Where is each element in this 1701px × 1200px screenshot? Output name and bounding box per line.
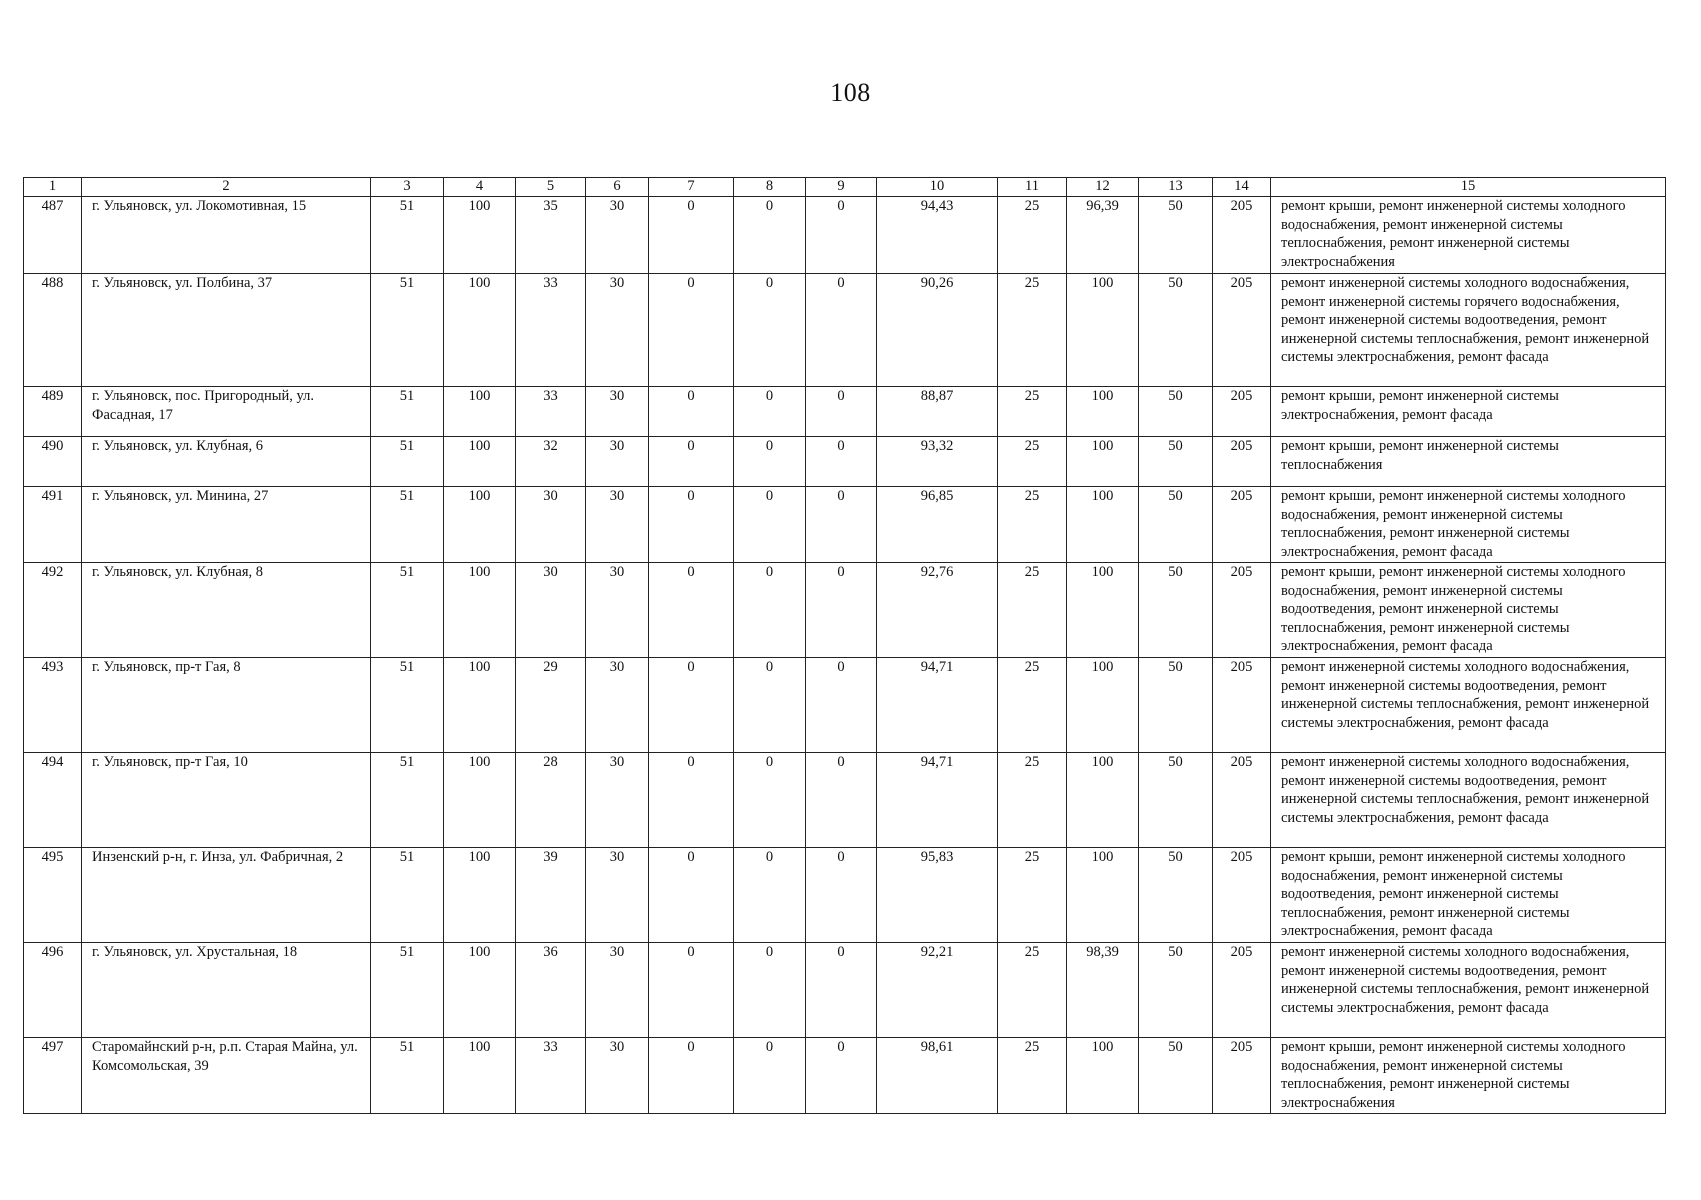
address-cell: г. Ульяновск, ул. Клубная, 6 [82,437,371,487]
cell-col-6: 30 [586,1038,649,1114]
row-number-cell: 493 [24,658,82,753]
repair-works-cell: ремонт крыши, ремонт инженерной системы холодного водоснабжения, ремонт инженерной системы водоотведения, ремонт инженерной системы теплоснабжения, ремонт инженерной системы электроснабжения, ремонт фасада [1271,563,1666,658]
cell-col-13: 50 [1139,437,1213,487]
cell-col-12: 100 [1067,753,1139,848]
repair-works-cell: ремонт крыши, ремонт инженерной системы холодного водоснабжения, ремонт инженерной системы теплоснабжения, ремонт инженерной системы электроснабжения [1271,197,1666,274]
cell-col-4: 100 [444,848,516,943]
table-row [24,487,1666,563]
cell-col-13: 50 [1139,274,1213,387]
cell-col-3: 51 [371,274,444,387]
cell-col-11: 25 [998,753,1067,848]
column-header-8: 8 [734,178,806,197]
cell-col-9: 0 [806,753,877,848]
cell-col-7: 0 [649,197,734,274]
cell-col-4: 100 [444,274,516,387]
cell-col-14: 205 [1213,943,1271,1038]
cell-col-8: 0 [734,1038,806,1114]
cell-col-5: 33 [516,387,586,437]
repair-works-cell: ремонт крыши, ремонт инженерной системы теплоснабжения [1271,437,1666,487]
column-header-5: 5 [516,178,586,197]
column-header-11: 11 [998,178,1067,197]
cell-col-12: 100 [1067,658,1139,753]
row-number-cell: 495 [24,848,82,943]
repair-works-cell: ремонт инженерной системы холодного водоснабжения, ремонт инженерной системы водоотведения, ремонт инженерной системы теплоснабжения, ремонт инженерной системы электроснабжения, ремонт фасада [1271,658,1666,753]
cell-col-13: 50 [1139,197,1213,274]
column-header-2: 2 [82,178,371,197]
cell-col-14: 205 [1213,753,1271,848]
cell-col-14: 205 [1213,1038,1271,1114]
cell-col-14: 205 [1213,487,1271,563]
cell-col-3: 51 [371,658,444,753]
table-row [24,848,1666,943]
column-header-15: 15 [1271,178,1666,197]
cell-col-12: 100 [1067,1038,1139,1114]
cell-col-9: 0 [806,437,877,487]
table-row [24,274,1666,387]
cell-col-8: 0 [734,658,806,753]
cell-col-8: 0 [734,487,806,563]
column-header-13: 13 [1139,178,1213,197]
cell-col-12: 100 [1067,387,1139,437]
column-header-1: 1 [24,178,82,197]
cell-col-9: 0 [806,1038,877,1114]
table-row [24,387,1666,437]
cell-col-4: 100 [444,197,516,274]
cell-col-13: 50 [1139,848,1213,943]
cell-col-4: 100 [444,387,516,437]
cell-col-13: 50 [1139,753,1213,848]
cell-col-14: 205 [1213,658,1271,753]
address-cell: г. Ульяновск, пр-т Гая, 8 [82,658,371,753]
table-row [24,563,1666,658]
cell-col-10: 94,71 [877,753,998,848]
cell-col-10: 93,32 [877,437,998,487]
cell-col-10: 92,21 [877,943,998,1038]
cell-col-10: 96,85 [877,487,998,563]
address-cell: г. Ульяновск, пр-т Гая, 10 [82,753,371,848]
row-number-cell: 492 [24,563,82,658]
cell-col-12: 100 [1067,848,1139,943]
repair-works-cell: ремонт крыши, ремонт инженерной системы холодного водоснабжения, ремонт инженерной системы водоотведения, ремонт инженерной системы теплоснабжения, ремонт инженерной системы электроснабжения, ремонт фасада [1271,848,1666,943]
cell-col-4: 100 [444,487,516,563]
cell-col-13: 50 [1139,387,1213,437]
column-header-10: 10 [877,178,998,197]
cell-col-12: 96,39 [1067,197,1139,274]
repair-works-cell: ремонт крыши, ремонт инженерной системы холодного водоснабжения, ремонт инженерной системы теплоснабжения, ремонт инженерной системы электроснабжения, ремонт фасада [1271,487,1666,563]
cell-col-9: 0 [806,487,877,563]
repair-works-cell: ремонт инженерной системы холодного водоснабжения, ремонт инженерной системы водоотведения, ремонт инженерной системы теплоснабжения, ремонт инженерной системы электроснабжения, ремонт фасада [1271,943,1666,1038]
cell-col-10: 92,76 [877,563,998,658]
cell-col-5: 28 [516,753,586,848]
repair-works-cell: ремонт крыши, ремонт инженерной системы холодного водоснабжения, ремонт инженерной системы теплоснабжения, ремонт инженерной системы электроснабжения [1271,1038,1666,1114]
row-number-cell: 488 [24,274,82,387]
cell-col-8: 0 [734,274,806,387]
address-cell: г. Ульяновск, ул. Минина, 27 [82,487,371,563]
cell-col-11: 25 [998,487,1067,563]
row-number-cell: 494 [24,753,82,848]
cell-col-11: 25 [998,1038,1067,1114]
cell-col-3: 51 [371,563,444,658]
cell-col-12: 100 [1067,437,1139,487]
column-header-9: 9 [806,178,877,197]
column-header-14: 14 [1213,178,1271,197]
repair-works-cell: ремонт инженерной системы холодного водоснабжения, ремонт инженерной системы горячего водоснабжения, ремонт инженерной системы водоотведения, ремонт инженерной системы теплоснабжения, ремонт инженерной системы электроснабжения, ремонт фасада [1271,274,1666,387]
row-number-cell: 487 [24,197,82,274]
cell-col-10: 94,71 [877,658,998,753]
row-number-cell: 489 [24,387,82,437]
cell-col-7: 0 [649,658,734,753]
cell-col-11: 25 [998,943,1067,1038]
repair-works-cell: ремонт крыши, ремонт инженерной системы электроснабжения, ремонт фасада [1271,387,1666,437]
cell-col-11: 25 [998,563,1067,658]
cell-col-4: 100 [444,437,516,487]
table-row [24,197,1666,274]
cell-col-14: 205 [1213,437,1271,487]
cell-col-10: 98,61 [877,1038,998,1114]
table-row [24,753,1666,848]
cell-col-6: 30 [586,753,649,848]
address-cell: г. Ульяновск, ул. Клубная, 8 [82,563,371,658]
cell-col-11: 25 [998,197,1067,274]
cell-col-12: 100 [1067,563,1139,658]
cell-col-14: 205 [1213,197,1271,274]
cell-col-13: 50 [1139,658,1213,753]
table-row [24,437,1666,487]
cell-col-3: 51 [371,1038,444,1114]
cell-col-3: 51 [371,753,444,848]
table-body [24,197,1666,1114]
cell-col-8: 0 [734,387,806,437]
cell-col-7: 0 [649,487,734,563]
cell-col-7: 0 [649,848,734,943]
cell-col-7: 0 [649,1038,734,1114]
address-cell: г. Ульяновск, ул. Полбина, 37 [82,274,371,387]
address-cell: Старомайнский р-н, р.п. Старая Майна, ул. Комсомольская, 39 [82,1038,371,1114]
column-header-7: 7 [649,178,734,197]
repair-registry-table [23,177,1666,1114]
cell-col-12: 100 [1067,487,1139,563]
column-header-4: 4 [444,178,516,197]
cell-col-6: 30 [586,848,649,943]
cell-col-10: 88,87 [877,387,998,437]
cell-col-9: 0 [806,387,877,437]
cell-col-8: 0 [734,943,806,1038]
column-header-12: 12 [1067,178,1139,197]
column-number-row [24,178,1666,197]
cell-col-14: 205 [1213,274,1271,387]
cell-col-9: 0 [806,197,877,274]
cell-col-7: 0 [649,274,734,387]
cell-col-14: 205 [1213,387,1271,437]
cell-col-8: 0 [734,197,806,274]
cell-col-12: 100 [1067,274,1139,387]
cell-col-6: 30 [586,274,649,387]
cell-col-6: 30 [586,437,649,487]
cell-col-11: 25 [998,658,1067,753]
cell-col-10: 95,83 [877,848,998,943]
address-cell: г. Ульяновск, пос. Пригородный, ул. Фасадная, 17 [82,387,371,437]
table-row [24,1038,1666,1114]
cell-col-6: 30 [586,487,649,563]
cell-col-11: 25 [998,848,1067,943]
cell-col-7: 0 [649,437,734,487]
cell-col-6: 30 [586,943,649,1038]
repair-works-cell: ремонт инженерной системы холодного водоснабжения, ремонт инженерной системы водоотведения, ремонт инженерной системы теплоснабжения, ремонт инженерной системы электроснабжения, ремонт фасада [1271,753,1666,848]
table-row [24,658,1666,753]
cell-col-8: 0 [734,563,806,658]
cell-col-9: 0 [806,563,877,658]
cell-col-8: 0 [734,848,806,943]
cell-col-13: 50 [1139,487,1213,563]
cell-col-5: 29 [516,658,586,753]
cell-col-9: 0 [806,274,877,387]
cell-col-5: 33 [516,1038,586,1114]
cell-col-3: 51 [371,848,444,943]
row-number-cell: 496 [24,943,82,1038]
cell-col-11: 25 [998,437,1067,487]
cell-col-4: 100 [444,1038,516,1114]
cell-col-4: 100 [444,943,516,1038]
cell-col-3: 51 [371,437,444,487]
cell-col-6: 30 [586,387,649,437]
cell-col-3: 51 [371,387,444,437]
cell-col-5: 30 [516,563,586,658]
column-number-header [24,178,1666,197]
cell-col-4: 100 [444,753,516,848]
cell-col-6: 30 [586,197,649,274]
cell-col-13: 50 [1139,1038,1213,1114]
table-row [24,943,1666,1038]
cell-col-5: 30 [516,487,586,563]
cell-col-10: 90,26 [877,274,998,387]
cell-col-13: 50 [1139,563,1213,658]
cell-col-9: 0 [806,658,877,753]
cell-col-11: 25 [998,274,1067,387]
page-number: 108 [830,78,871,107]
column-header-3: 3 [371,178,444,197]
cell-col-3: 51 [371,197,444,274]
cell-col-5: 35 [516,197,586,274]
row-number-cell: 490 [24,437,82,487]
cell-col-7: 0 [649,943,734,1038]
cell-col-3: 51 [371,487,444,563]
column-header-6: 6 [586,178,649,197]
cell-col-6: 30 [586,563,649,658]
cell-col-7: 0 [649,387,734,437]
cell-col-7: 0 [649,563,734,658]
cell-col-8: 0 [734,753,806,848]
cell-col-10: 94,43 [877,197,998,274]
cell-col-4: 100 [444,658,516,753]
cell-col-5: 36 [516,943,586,1038]
cell-col-11: 25 [998,387,1067,437]
row-number-cell: 497 [24,1038,82,1114]
address-cell: г. Ульяновск, ул. Локомотивная, 15 [82,197,371,274]
cell-col-8: 0 [734,437,806,487]
cell-col-6: 30 [586,658,649,753]
cell-col-5: 39 [516,848,586,943]
cell-col-9: 0 [806,848,877,943]
cell-col-13: 50 [1139,943,1213,1038]
address-cell: Инзенский р-н, г. Инза, ул. Фабричная, 2 [82,848,371,943]
cell-col-3: 51 [371,943,444,1038]
cell-col-4: 100 [444,563,516,658]
address-cell: г. Ульяновск, ул. Хрустальная, 18 [82,943,371,1038]
cell-col-14: 205 [1213,848,1271,943]
cell-col-7: 0 [649,753,734,848]
cell-col-12: 98,39 [1067,943,1139,1038]
cell-col-5: 32 [516,437,586,487]
cell-col-14: 205 [1213,563,1271,658]
cell-col-5: 33 [516,274,586,387]
cell-col-9: 0 [806,943,877,1038]
row-number-cell: 491 [24,487,82,563]
